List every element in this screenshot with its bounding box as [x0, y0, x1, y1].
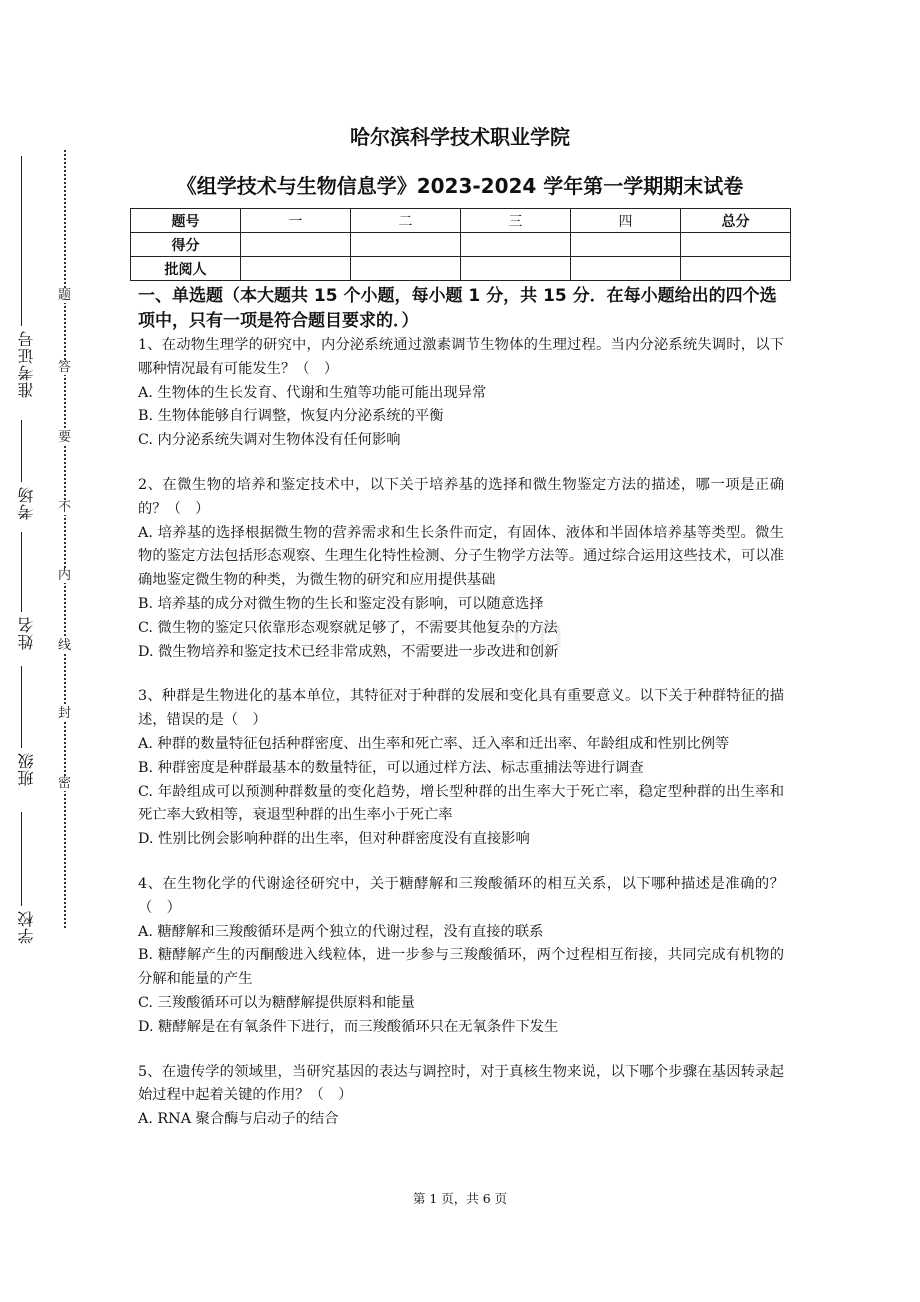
page-footer: 第 1 页，共 6 页 [412, 1191, 508, 1206]
reviewer-input-cell[interactable] [571, 257, 681, 281]
question-stem: 4、在生物化学的代谢途径研究中，关于糖酵解和三羧酸循环的相互关系，以下哪种描述是准确的？（ ） [138, 875, 784, 916]
seal-char: 密 [57, 776, 71, 791]
class-field[interactable] [16, 752, 42, 786]
option-a[interactable]: A. RNA 聚合酶与启动子的结合 [138, 1111, 339, 1128]
option-c[interactable]: C. 内分泌系统失调对生物体没有任何影响 [138, 432, 401, 449]
exam-title: 《组学技术与生物信息学》2023-2024 学年第一学期期末试卷 [176, 174, 744, 198]
option-d[interactable]: D. 性别比例会影响种群的出生率，但对种群密度没有直接影响 [138, 831, 530, 848]
option-b[interactable]: B. 糖酵解产生的丙酮酸进入线粒体，进一步参与三羧酸循环，两个过程相互衔接，共同完成有机物的分解和能量的产生 [138, 947, 784, 988]
exam-content [138, 284, 784, 1132]
school-field[interactable] [16, 910, 42, 944]
option-a[interactable]: A. 生物体的生长发育、代谢和生殖等功能可能出现异常 [138, 384, 487, 401]
class-blank[interactable] [21, 666, 22, 748]
option-a[interactable]: A. 种群的数量特征包括种群密度、出生率和死亡率、迁入率和迁出率、年龄组成和性别比例等 [138, 735, 730, 752]
seal-char: 不 [57, 500, 71, 515]
option-b[interactable]: B. 生物体能够自行调整，恢复内分泌系统的平衡 [138, 408, 444, 425]
question-1 [138, 334, 784, 453]
table-cell: 四 [571, 209, 681, 233]
section-title: 一、单选题（本大题共 15 个小题，每小题 1 分，共 15 分．在每小题给出的四个选项中，只有一项是符合题目要求的．） [138, 286, 777, 331]
score-input-cell[interactable] [461, 233, 571, 257]
exam-number-blank[interactable] [21, 156, 22, 326]
seal-char: 线 [57, 638, 71, 653]
option-c[interactable]: C. 三羧酸循环可以为糖酵解提供原料和能量 [138, 994, 415, 1011]
school-label: 学校 [17, 910, 36, 944]
option-b[interactable]: B. 种群密度是种群最基本的数量特征，可以通过样方法、标志重捕法等进行调查 [138, 759, 644, 776]
table-cell: 题号 [131, 209, 241, 233]
binding-margin [0, 0, 110, 1302]
score-input-cell[interactable] [351, 233, 461, 257]
option-c[interactable]: C. 年龄组成可以预测种群数量的变化趋势，增长型种群的出生率大于死亡率，稳定型种群的出生率和死亡率大致相等，衰退型种群的出生率小于死亡率 [138, 783, 784, 824]
option-d[interactable]: D. 微生物培养和鉴定技术已经非常成熟，不需要进一步改进和创新 [138, 643, 559, 660]
table-cell: 三 [461, 209, 571, 233]
exam-room-label: 考场 [17, 486, 36, 520]
option-a[interactable]: A. 培养基的选择根据微生物的营养需求和生长条件而定，有固体、液体和半固体培养基等类型。微生物的鉴定方法包括形态观察、生理生化特性检测、分子生物学方法等。通过综合运用这些技术，可以准确地鉴定微生物的种类，为微生物的研究和应用提供基础 [138, 524, 784, 589]
score-input-cell[interactable] [681, 233, 791, 257]
name-field[interactable] [16, 616, 42, 650]
school-name: 哈尔滨科学技术职业学院 [350, 125, 570, 149]
exam-number-label: 准考证号 [17, 330, 36, 398]
option-a[interactable]: A. 糖酵解和三羧酸循环是两个独立的代谢过程，没有直接的联系 [138, 923, 544, 940]
class-label: 班级 [17, 752, 36, 786]
seal-dotted-line [64, 150, 66, 928]
watermark: cn [512, 608, 565, 659]
seal-char: 封 [57, 706, 71, 721]
score-input-cell[interactable] [571, 233, 681, 257]
question-3 [138, 685, 784, 852]
option-b[interactable]: B. 培养基的成分对微生物的生长和鉴定没有影响，可以随意选择 [138, 595, 544, 612]
score-table-row [131, 257, 791, 281]
reviewer-input-cell[interactable] [461, 257, 571, 281]
reviewer-input-cell[interactable] [681, 257, 791, 281]
question-stem: 1、在动物生理学的研究中，内分泌系统通过激素调节生物体的生理过程。当内分泌系统失调时，以下哪种情况最有可能发生？（ ） [138, 337, 784, 377]
question-4 [138, 873, 784, 1040]
score-table-header-row [131, 209, 791, 233]
seal-char: 题 [57, 288, 71, 303]
school-blank[interactable] [21, 812, 22, 906]
question-5 [138, 1061, 784, 1132]
table-cell: 二 [351, 209, 461, 233]
reviewer-input-cell[interactable] [351, 257, 461, 281]
seal-char: 要 [57, 430, 71, 445]
question-2 [138, 474, 784, 664]
seal-char: 内 [57, 568, 71, 583]
reviewer-input-cell[interactable] [241, 257, 351, 281]
score-input-cell[interactable] [241, 233, 351, 257]
table-cell: 一 [241, 209, 351, 233]
option-c[interactable]: C. 微生物的鉴定只依靠形态观察就足够了，不需要其他复杂的方法 [138, 619, 558, 636]
table-cell: 批阅人 [131, 257, 241, 281]
exam-room-field[interactable] [16, 486, 42, 520]
exam-room-blank[interactable] [21, 420, 22, 482]
option-d[interactable]: D. 糖酵解是在有氧条件下进行，而三羧酸循环只在无氧条件下发生 [138, 1018, 559, 1035]
name-label: 姓名 [17, 616, 36, 650]
table-cell: 得分 [131, 233, 241, 257]
name-blank[interactable] [21, 532, 22, 612]
question-stem: 3、种群是生物进化的基本单位，其特征对于种群的发展和变化具有重要意义。以下关于种群特征的描述，错误的是（ ） [138, 688, 784, 729]
score-table-row [131, 233, 791, 257]
table-cell: 总分 [681, 209, 791, 233]
question-stem: 2、在微生物的培养和鉴定技术中，以下关于培养基的选择和微生物鉴定方法的描述，哪一项是正确的？（ ） [138, 476, 784, 517]
score-table [130, 208, 791, 281]
question-stem: 5、在遗传学的领域里，当研究基因的表达与调控时，对于真核生物来说，以下哪个步骤在基因转录起始过程中起着关键的作用？（ ） [138, 1063, 784, 1104]
seal-char: 答 [57, 360, 71, 375]
exam-number-field[interactable] [16, 330, 42, 398]
